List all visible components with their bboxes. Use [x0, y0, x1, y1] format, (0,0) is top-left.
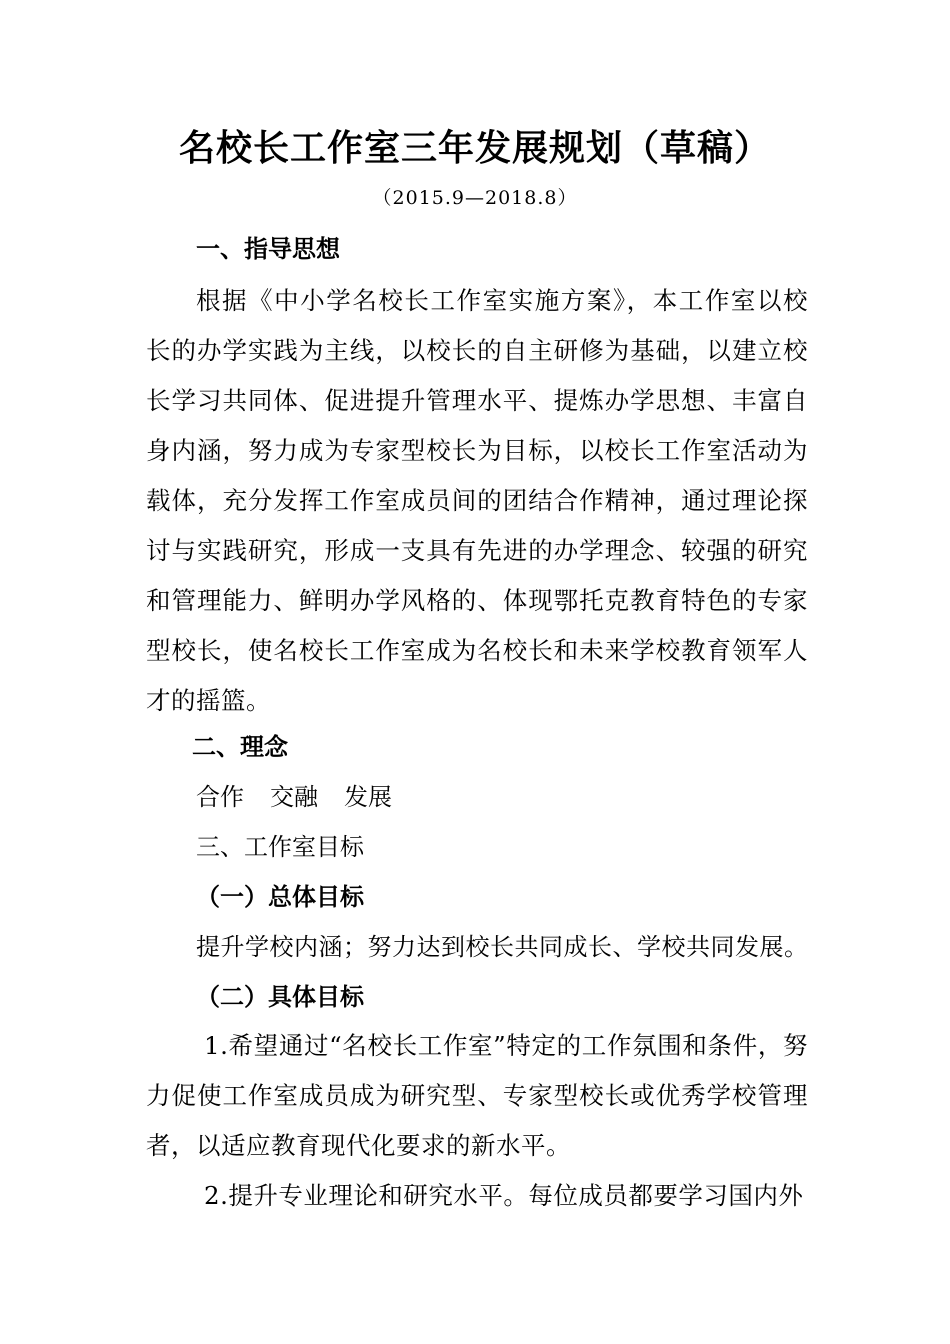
keyword-integration: 交融: [270, 783, 318, 811]
document-period: （2015.9—2018.8）: [372, 187, 578, 209]
paragraph-specific-goal-1: 1.希望通过“名校长工作室”特定的工作氛围和条件，努力促使工作室成员成为研究型、专家型校长或优秀学校管理者，以适应教育现代化要求的新水平。: [146, 1031, 808, 1160]
keyword-development: 发展: [344, 783, 392, 811]
keyword-cooperation: 合作: [196, 783, 244, 811]
philosophy-keywords: [196, 780, 392, 814]
paragraph-overall-goal: 提升学校内涵；努力达到校长共同成长、学校共同发展。: [196, 933, 809, 961]
section-heading-philosophy: 二、理念: [192, 733, 288, 761]
section-heading-goals: 三、工作室目标: [196, 833, 364, 861]
subsection-heading-specific-goals: （二）具体目标: [196, 983, 364, 1011]
document-title: 名校长工作室三年发展规划（草稿）: [178, 127, 771, 169]
subsection-heading-overall-goal: （一）总体目标: [196, 883, 364, 911]
paragraph-guiding-ideology: 根据《中小学名校长工作室实施方案》，本工作室以校长的办学实践为主线，以校长的自主研修为基础，以建立校长学习共同体、促进提升管理水平、提炼办学思想、丰富自身内涵，努力成为专家型校长为目标，以校长工作室活动为载体，充分发挥工作室成员间的团结合作精神，通过理论探讨与实践研究，形成一支具有先进的办学理念、较强的研究和管理能力、鲜明办学风格的、体现鄂托克教育特色的专家型校长，使名校长工作室成为名校长和未来学校教育领军人才的摇篮。: [146, 286, 808, 715]
paragraph-specific-goal-2: 2.提升专业理论和研究水平。每位成员都要学习国内外: [204, 1181, 804, 1210]
section-heading-guiding-ideology: 一、指导思想: [196, 235, 340, 263]
